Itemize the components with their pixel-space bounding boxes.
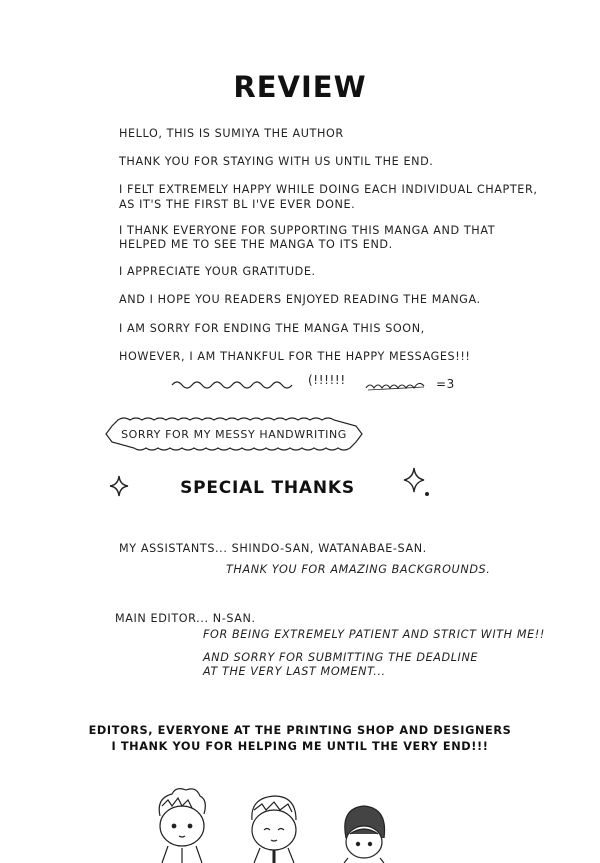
bubble-text: SORRY FOR MY MESSY HANDWRITING (121, 427, 347, 441)
editor-thanks-line: AND SORRY FOR SUBMITTING THE DEADLINE (203, 651, 479, 664)
chibi-character-right (344, 806, 385, 863)
doodle-exclaim: (!!!!!! (308, 373, 346, 387)
review-line: AND I HOPE YOU READERS ENJOYED READING THE MANGA. (119, 293, 481, 306)
sparkle-icon (402, 466, 432, 498)
page-title: REVIEW (233, 70, 367, 104)
editor-line: MAIN EDITOR... N-SAN. (115, 612, 256, 625)
editor-thanks-line: FOR BEING EXTREMELY PATIENT AND STRICT WITH ME!! (203, 628, 545, 641)
closing-line: EDITORS, EVERYONE AT THE PRINTING SHOP AND DESIGNERS (88, 724, 512, 737)
review-line: I AM SORRY FOR ENDING THE MANGA THIS SOON, (119, 322, 425, 335)
review-line: THANK YOU FOR STAYING WITH US UNTIL THE END. (119, 155, 434, 168)
assistants-thanks: THANK YOU FOR AMAZING BACKGROUNDS. (226, 563, 491, 576)
chibi-character-middle (252, 796, 296, 863)
review-line: I THANK EVERYONE FOR SUPPORTING THIS MANGA AND THAT (119, 224, 496, 237)
review-line: AS IT'S THE FIRST BL I'VE EVER DONE. (119, 198, 356, 211)
closing-line: I THANK YOU FOR HELPING ME UNTIL THE VERY END!!! (111, 740, 489, 753)
review-line: HOWEVER, I AM THANKFUL FOR THE HAPPY MESSAGES!!! (119, 350, 471, 363)
chibi-characters-illustration (150, 786, 400, 863)
special-thanks-title: SPECIAL THANKS (180, 478, 355, 498)
review-line: I FELT EXTREMELY HAPPY WHILE DOING EACH INDIVIDUAL CHAPTER, (119, 183, 538, 196)
chibi-character-left (159, 789, 205, 863)
review-line: HELPED ME TO SEE THE MANGA TO ITS END. (119, 238, 393, 251)
squiggle-line-doodle (170, 376, 300, 392)
puff-trail-doodle (364, 376, 436, 394)
review-line: HELLO, THIS IS SUMIYA THE AUTHOR (119, 127, 344, 140)
editor-thanks-line: AT THE VERY LAST MOMENT... (203, 665, 386, 678)
assistants-line: MY ASSISTANTS... SHINDO-SAN, WATANABAE-SAN. (119, 542, 427, 555)
speech-bubble (104, 414, 364, 454)
review-line: I APPRECIATE YOUR GRATITUDE. (119, 265, 316, 278)
doodle-tail: =3 (436, 377, 455, 391)
